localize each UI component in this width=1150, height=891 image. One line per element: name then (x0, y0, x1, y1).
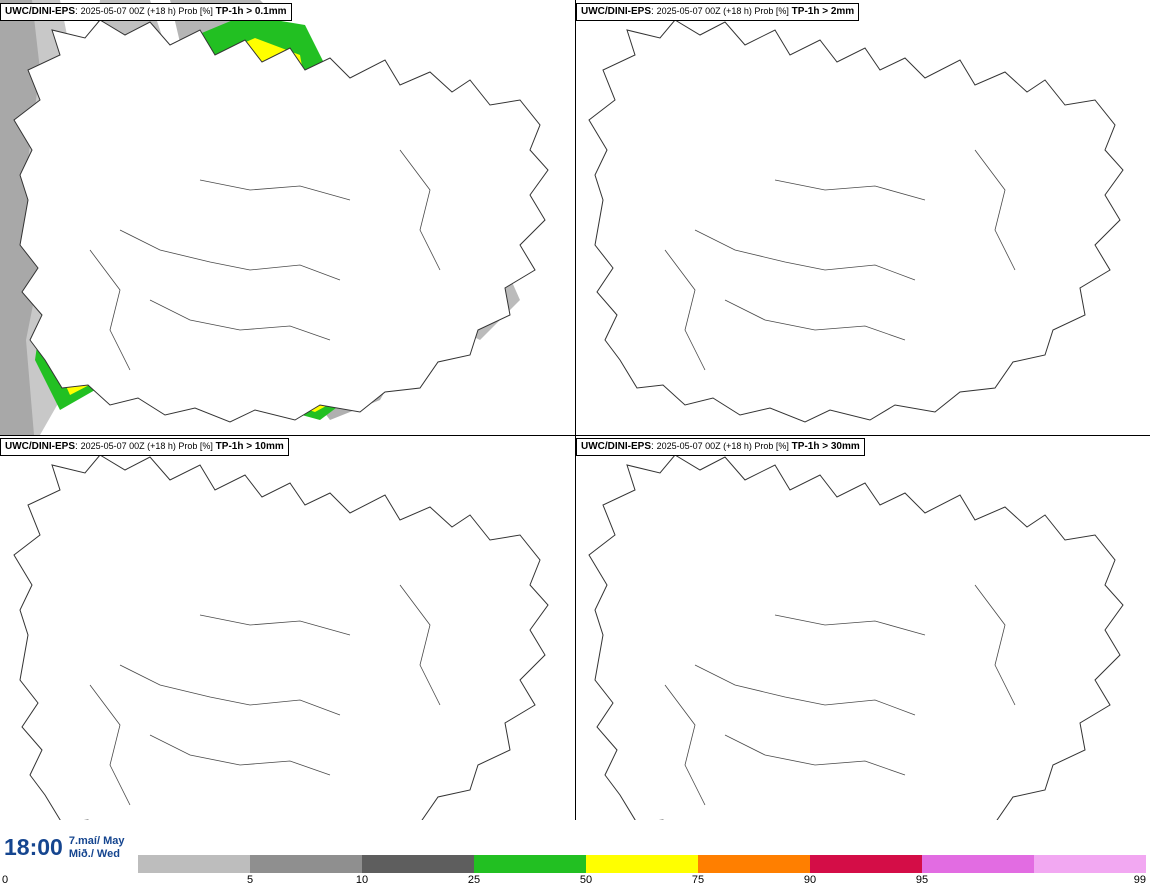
colorbar-segment-2 (362, 855, 474, 873)
panel-title-0p1mm: UWC/DINI-EPS: 2025-05-07 00Z (+18 h) Prob [%] TP-1h > 0.1mm (0, 3, 292, 21)
valid-date (69, 835, 125, 861)
panel-tp-30mm[interactable] (575, 435, 1150, 870)
panel-tp-0p1mm[interactable] (0, 0, 575, 435)
panel-model-label: UWC/DINI-EPS (5, 6, 75, 17)
panel-threshold-label: TP-1h > 2mm (791, 6, 855, 17)
panel-tp-10mm[interactable] (0, 435, 575, 870)
colorbar-tick-25: 25 (467, 874, 481, 886)
colorbar-tick-75: 75 (691, 874, 705, 886)
coastline-overlay (14, 455, 548, 857)
colorbar-segment-6 (810, 855, 922, 873)
valid-time-block (0, 825, 138, 870)
colorbar-tick-5: 5 (246, 874, 254, 886)
iceland-probability-map-10mm (0, 435, 575, 870)
colorbar-tick-95: 95 (915, 874, 929, 886)
panel-run-label: 2025-05-07 00Z (+18 h) Prob [%] (80, 6, 213, 16)
coastline-overlay (14, 20, 548, 422)
valid-date-line1: 7.maí/ May (68, 834, 125, 847)
colorbar-tick-10: 10 (355, 874, 369, 886)
colorbar-segment-4 (586, 855, 698, 873)
panel-title-30mm: UWC/DINI-EPS: 2025-05-07 00Z (+18 h) Prob [%] TP-1h > 30mm (576, 438, 865, 456)
probability-colorbar (138, 855, 1146, 873)
panel-run-label: 2025-05-07 00Z (+18 h) Prob [%] (656, 6, 789, 16)
colorbar-tick-90: 90 (803, 874, 817, 886)
colorbar-segment-7 (922, 855, 1034, 873)
colorbar-tick-50: 50 (579, 874, 593, 886)
map-canvas-0p1mm (0, 0, 575, 435)
panel-title-2mm: UWC/DINI-EPS: 2025-05-07 00Z (+18 h) Prob [%] TP-1h > 2mm (576, 3, 859, 21)
panel-model-label: UWC/DINI-EPS (581, 441, 651, 452)
coastline-overlay (589, 20, 1123, 422)
panel-tp-2mm[interactable] (575, 0, 1150, 435)
panel-run-label: 2025-05-07 00Z (+18 h) Prob [%] (80, 441, 213, 451)
colorbar-tick-0: 0 (2, 874, 9, 886)
panel-model-label: UWC/DINI-EPS (581, 6, 651, 17)
panel-model-label: UWC/DINI-EPS (5, 441, 75, 452)
iceland-probability-map-30mm (575, 435, 1150, 870)
colorbar-segment-5 (698, 855, 810, 873)
colorbar-tick-labels (0, 874, 1150, 890)
panel-threshold-label: TP-1h > 30mm (791, 441, 860, 452)
colorbar-segment-8 (1034, 855, 1146, 873)
colorbar-segment-0 (138, 855, 250, 873)
map-canvas-30mm (575, 435, 1150, 870)
panel-threshold-label: TP-1h > 0.1mm (215, 6, 287, 17)
iceland-probability-map-2mm (575, 0, 1150, 435)
panel-title-10mm: UWC/DINI-EPS: 2025-05-07 00Z (+18 h) Prob [%] TP-1h > 10mm (0, 438, 289, 456)
valid-time: 18:00 (4, 834, 63, 860)
valid-date-line2: Mið./ Wed (68, 847, 120, 860)
panel-run-label: 2025-05-07 00Z (+18 h) Prob [%] (656, 441, 789, 451)
colorbar-tick-99: 99 (1133, 874, 1146, 886)
iceland-probability-map-0p1mm (0, 0, 575, 435)
colorbar-segment-3 (474, 855, 586, 873)
map-canvas-10mm (0, 435, 575, 870)
map-canvas-2mm (575, 0, 1150, 435)
colorbar-segment-1 (250, 855, 362, 873)
panel-threshold-label: TP-1h > 10mm (215, 441, 284, 452)
coastline-overlay (589, 455, 1123, 857)
